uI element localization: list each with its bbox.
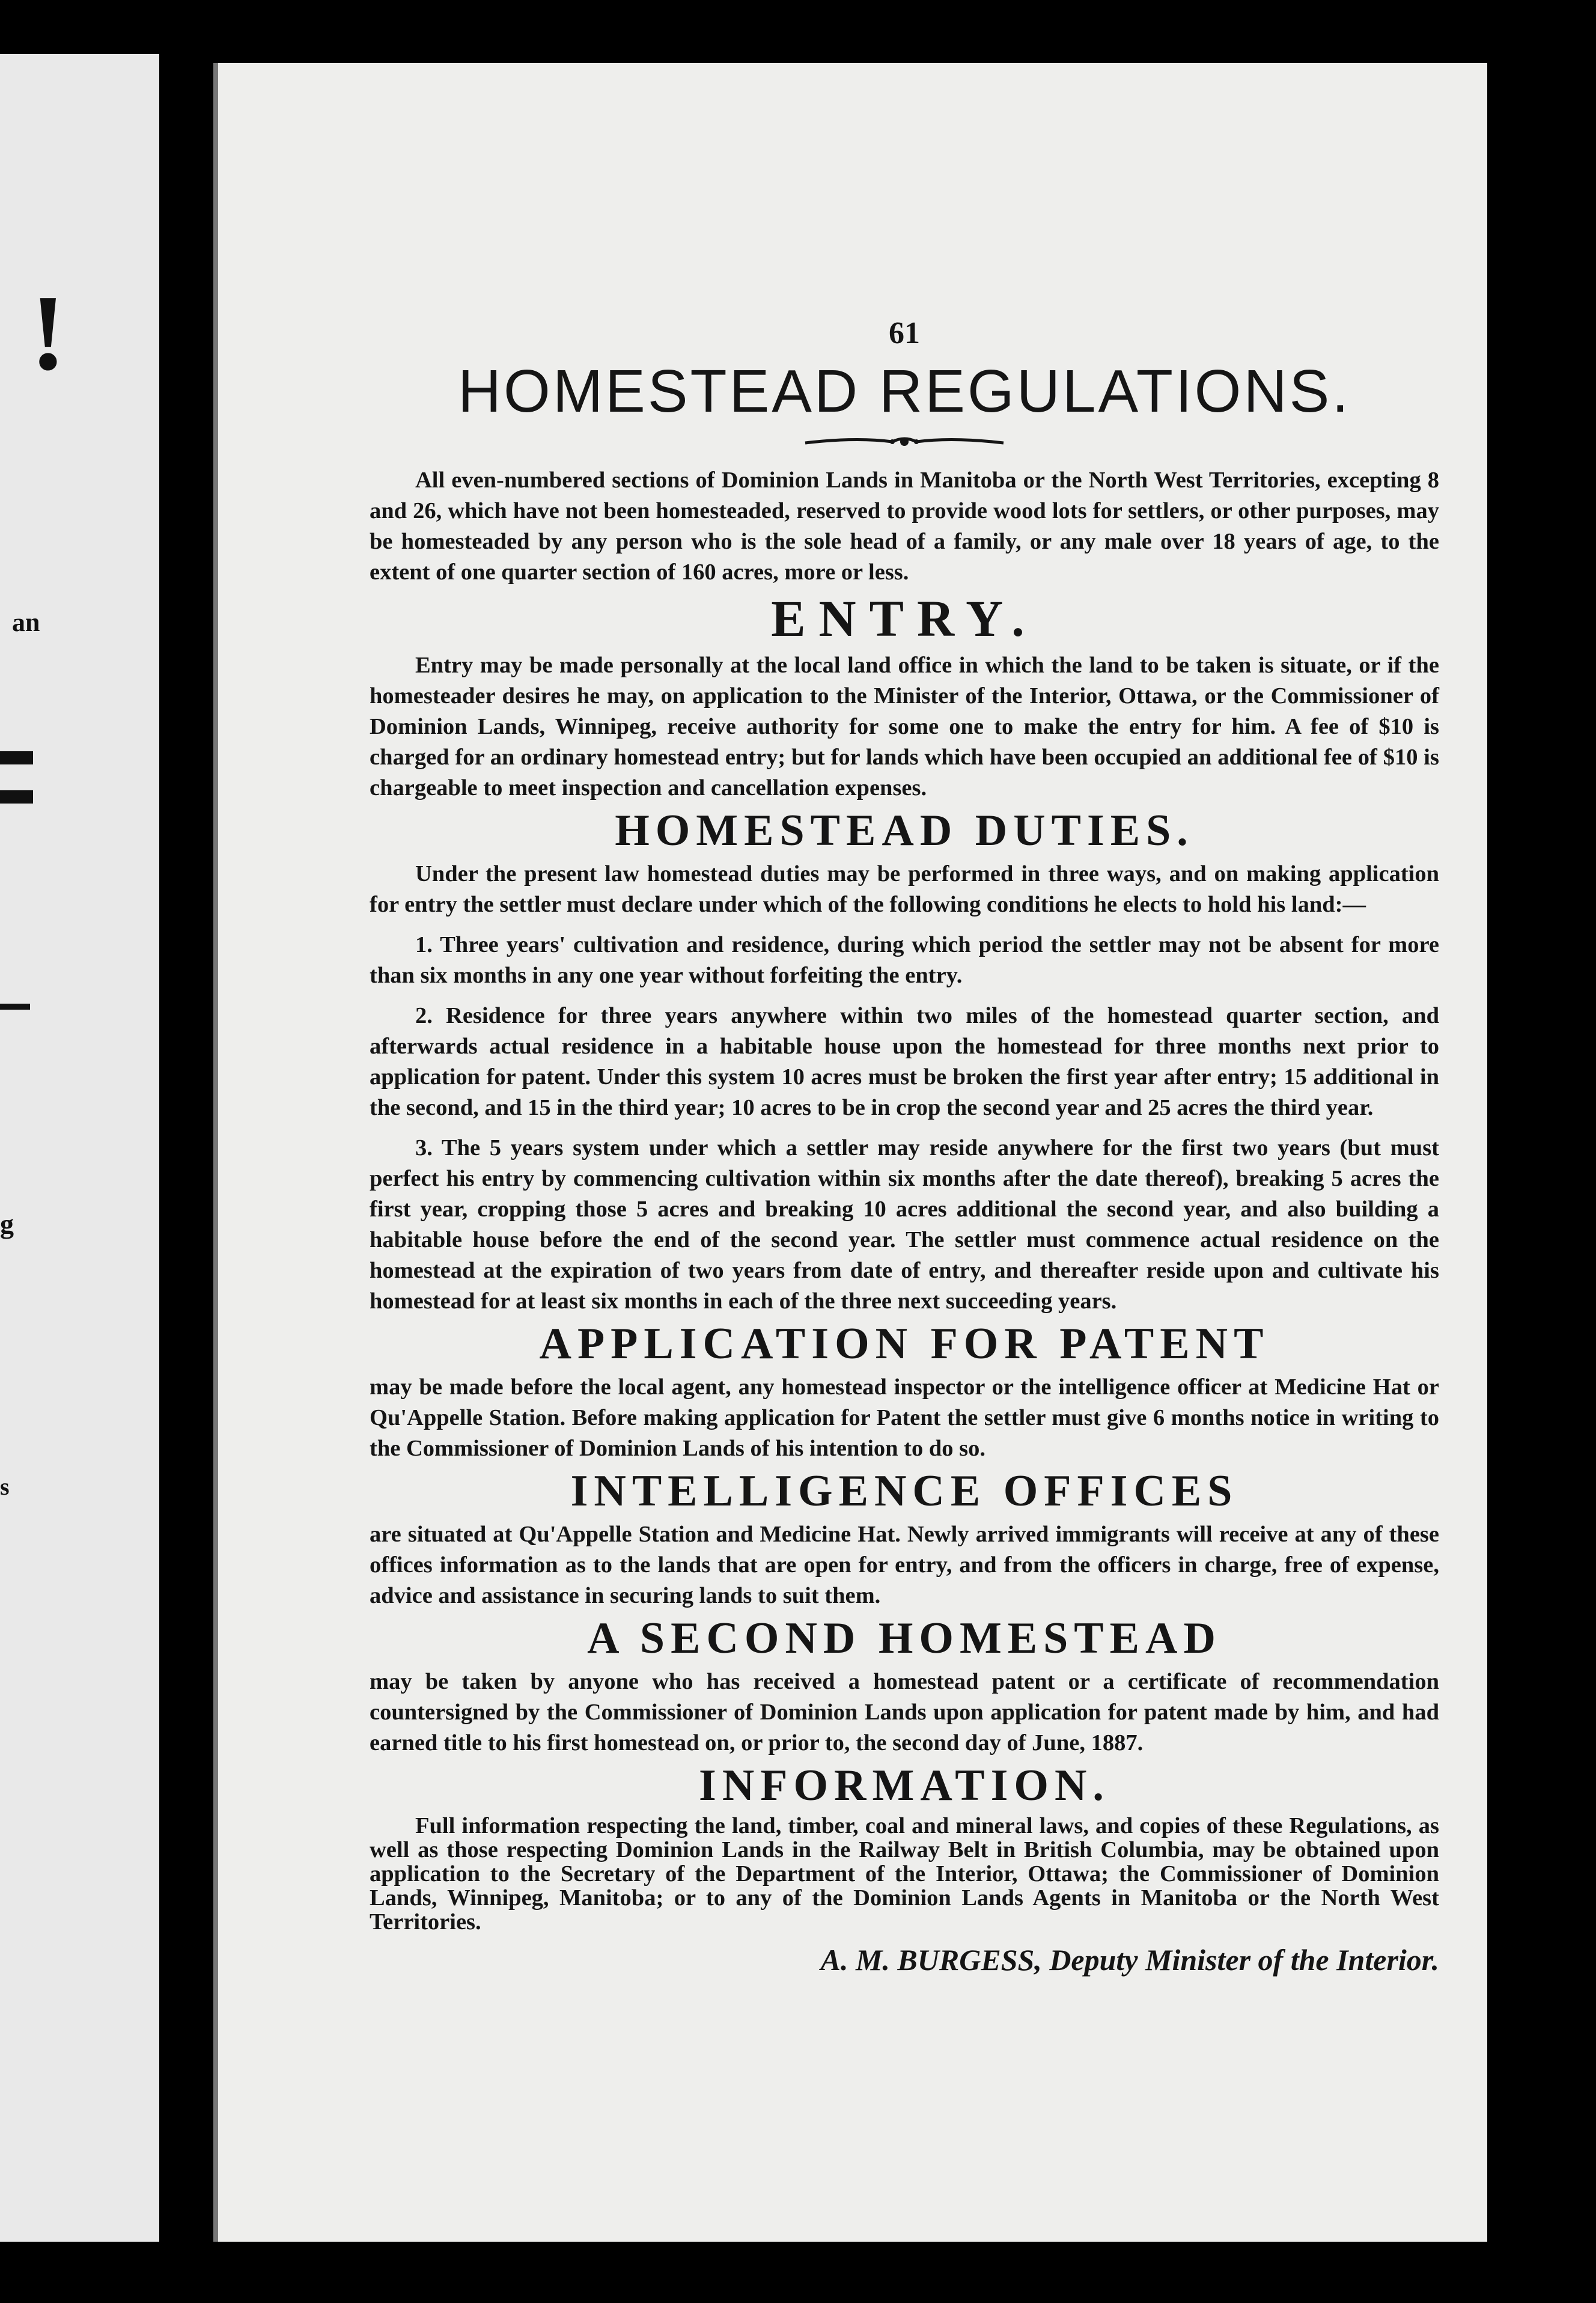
intelligence-paragraph: are situated at Qu'Appelle Station and Medicine Hat. Newly arrived immigrants will receive at any of these offices information as to the lands that are open for entry, and from the officers in charge, free of expense, advice and assistance in securing lands to suit them.	[370, 1522, 1439, 1608]
left-page-fragment-2: an	[12, 608, 40, 637]
left-page-rule-2	[0, 790, 33, 804]
duties-item-1: 1. Three years' cultivation and residence, during which period the settler may not be absent for more than six months in any one year without forfeiting the entry.	[370, 932, 1439, 988]
page-content	[370, 243, 1439, 1977]
intro-paragraph: All even-numbered sections of Dominion Lands in Manitoba or the North West Territories, excepting 8 and 26, which have not been homesteaded, reserved to provide wood lots for settlers, or other purposes, may be homesteaded by any person who is the sole head of a family, or any male over 18 years of age, to the extent of one quarter section of 160 acres, more or less.	[370, 468, 1439, 585]
section-title-entry: ENTRY.	[771, 590, 1038, 647]
left-page-fragment-3: g	[0, 1209, 14, 1239]
left-page-rule-1	[0, 751, 33, 764]
adjacent-page-edge	[0, 54, 159, 2242]
entry-paragraph: Entry may be made personally at the local land office in which the land to be taken is situate, or if the homesteader desires he may, on application to the Minister of the Interior, Ottawa, or the Commissioner of Dominion Lands, Winnipeg, receive authority for some one to make the entry for him. A fee of $10 is charged for an ordinary homestead entry; but for lands which have been occupied an additional fee of $10 is chargeable to meet inspection and cancellation expenses.	[370, 653, 1439, 801]
document-page	[213, 63, 1487, 2242]
left-page-fragment-4: s	[0, 1473, 10, 1500]
section-title-intelligence: INTELLIGENCE OFFICES	[570, 1466, 1238, 1516]
title-ornament	[370, 435, 1439, 452]
left-page-rule-3	[0, 1004, 30, 1010]
page-title: HOMESTEAD REGULATIONS.	[457, 358, 1351, 425]
left-page-fragment-1: !	[30, 273, 66, 392]
duties-paragraph: Under the present law homestead duties may be performed in three ways, and on making application for entry the settler must declare under which of the following conditions he elects to hold his land:—	[370, 861, 1439, 917]
ornament-flourish-icon	[802, 435, 1007, 449]
patent-paragraph: may be made before the local agent, any homestead inspector or the intelligence officer at Medicine Hat or Qu'Appelle Station. Before making application for Patent the settler must give 6 months notice in writing to the Commissioner of Dominion Lands of his intention to do so.	[370, 1374, 1439, 1461]
page-number: 61	[889, 316, 920, 350]
section-title-duties: HOMESTEAD DUTIES.	[615, 806, 1194, 855]
duties-item-3: 3. The 5 years system under which a settler may reside anywhere for the first two years (but must perfect his entry by commencing cultivation within six months after the date thereof), breaking 5 acres the first year, cropping those 5 acres and breaking 10 acres additional the second year, and also building a habitable house before the end of the second year. The settler must commence actual residence on the homestead at the expiration of two years from date of entry, and thereafter reside upon and cultivate his homestead for at least six months in each of the three next succeeding years.	[370, 1135, 1439, 1314]
duties-item-2: 2. Residence for three years anywhere within two miles of the homestead quarter section, and afterwards actual residence in a habitable house upon the homestead for three months next prior to application for patent. Under this system 10 acres must be broken the first year after entry; 15 additional in the second, and 15 in the third year; 10 acres to be in crop the second year and 25 acres the third year.	[370, 1003, 1439, 1120]
section-title-second-homestead: A SECOND HOMESTEAD	[587, 1614, 1222, 1663]
section-title-patent: APPLICATION FOR PATENT	[539, 1319, 1270, 1368]
section-title-information: INFORMATION.	[699, 1761, 1110, 1810]
signature: A. M. BURGESS, Deputy Minister of the Interior.	[820, 1943, 1439, 1977]
second-homestead-paragraph: may be taken by anyone who has received a homestead patent or a certificate of recommendation countersigned by the Commissioner of Dominion Lands upon application for patent made by him, and had earned title to his first homestead on, or prior to, the second day of June, 1887.	[370, 1669, 1439, 1755]
information-paragraph: Full information respecting the land, timber, coal and mineral laws, and copies of these Regulations, as well as those respecting Dominion Lands in the Railway Belt in British Columbia, may be obtained upon application to the Secretary of the Department of the Interior, Ottawa; the Commissioner of Dominion Lands, Winnipeg, Manitoba; or to any of the Dominion Lands Agents in Manitoba or the North West Territories.	[370, 1813, 1439, 1935]
